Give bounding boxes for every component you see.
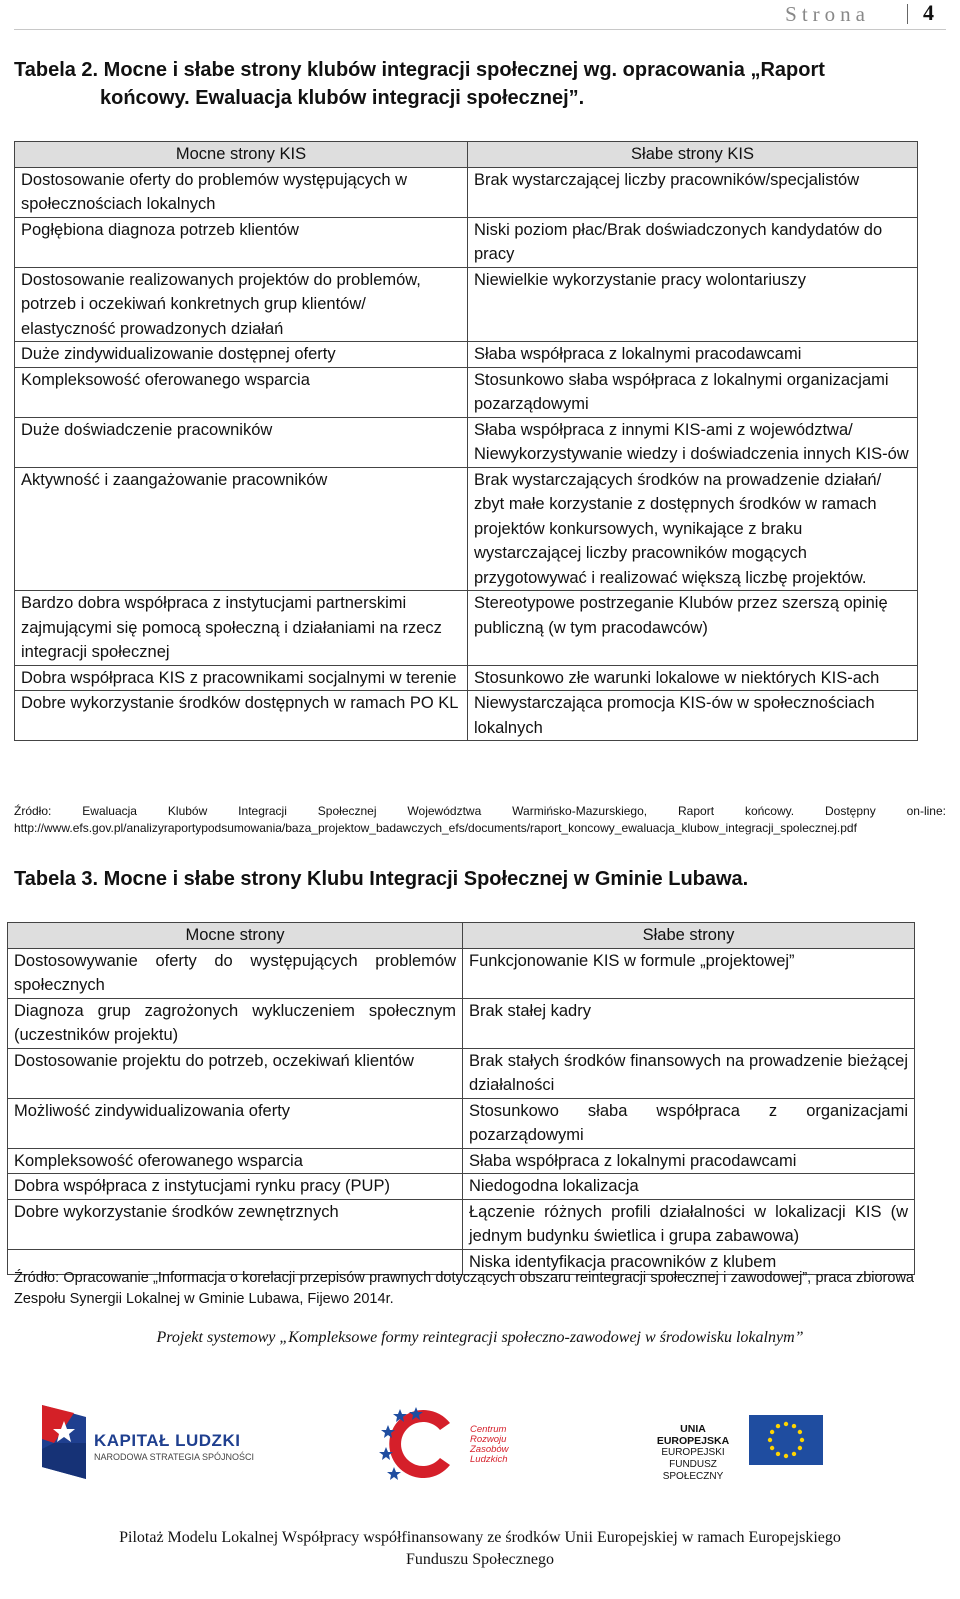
- table-row: [15, 367, 918, 417]
- weakness-cell: Niedogodna lokalizacja: [463, 1174, 915, 1200]
- table2-caption-line1: Tabela 2. Mocne i słabe strony klubów integracji społecznej wg. opracowania „Raport: [14, 59, 825, 81]
- strength-cell: Dobra współpraca z instytucjami rynku pracy (PUP): [8, 1174, 463, 1200]
- table-row: [8, 1098, 915, 1148]
- strength-cell: Dostosowanie oferty do problemów występujących w społecznościach lokalnych: [15, 167, 468, 217]
- strength-cell: Bardzo dobra współpraca z instytucjami partnerskimi zajmującymi się pomocą społeczną i działaniami na rzecz integracji społecznej: [15, 591, 468, 666]
- footer-line1: Pilotaż Modelu Lokalnej Współpracy współfinansowany ze środków Unii Europejskiej w ramach Europejskiego: [119, 1529, 841, 1546]
- weakness-cell: Stosunkowo złe warunki lokalowe w niektórych KIS-ach: [468, 665, 918, 691]
- eu-star-icon: [800, 1438, 804, 1442]
- table-row: [8, 998, 915, 1048]
- table2: [14, 141, 918, 741]
- strength-cell: Dobre wykorzystanie środków zewnętrznych: [8, 1199, 463, 1249]
- crzl-logo: [378, 1403, 538, 1483]
- eu-star-icon: [798, 1430, 802, 1434]
- eu-star-icon: [798, 1446, 802, 1450]
- crzl-text: [470, 1425, 509, 1465]
- table-row: [15, 267, 918, 342]
- table2-caption: [14, 56, 825, 112]
- table-row: [8, 948, 915, 998]
- table-row: [15, 167, 918, 217]
- footer-line2: Funduszu Społecznego: [406, 1551, 554, 1568]
- weakness-cell: Brak stałej kadry: [463, 998, 915, 1048]
- eu-star-icon: [768, 1438, 772, 1442]
- project-note: Projekt systemowy „Kompleksowe formy reintegracji społeczno-zawodowej w środowisku lokalnym”: [156, 1329, 804, 1346]
- weakness-cell: Stosunkowo słaba współpraca z lokalnymi organizacjami pozarządowymi: [468, 367, 918, 417]
- ue-line1: UNIA EUROPEJSKA: [656, 1423, 730, 1447]
- crzl-line1: Centrum: [470, 1424, 507, 1435]
- table3: [7, 922, 915, 1275]
- table-row: [8, 1048, 915, 1098]
- eu-star-icon: [792, 1424, 796, 1428]
- weakness-cell: Brak stałych środków finansowych na prowadzenie bieżącej działalności: [463, 1048, 915, 1098]
- table-row: [15, 217, 918, 267]
- weakness-cell: Niska identyfikacja pracowników z klubem: [463, 1249, 915, 1275]
- strength-cell: Diagnoza grup zagrożonych wykluczeniem społecznym (uczestników projektu): [8, 998, 463, 1048]
- crzl-line3: Zasobów: [470, 1444, 509, 1455]
- eu-star-icon: [776, 1452, 780, 1456]
- table2-source-line2: http://www.efs.gov.pl/analizyraportypodsumowania/baza_projektow_badawczych_efs/documents/raport_koncowy_ewaluacja_klubow_integracji_spolecznej.pdf: [14, 821, 857, 835]
- eu-star-icon: [770, 1446, 774, 1450]
- crzl-line4: Ludzkich: [470, 1454, 508, 1465]
- table3-header-strengths: Mocne strony: [8, 923, 463, 949]
- weakness-cell: Brak wystarczających środków na prowadzenie działań/ zbyt małe korzystanie z dostępnych środków w ramach projektów konkursowych, wynikające z braku wystarczającej liczby pracowników mogących przygotowywać i realizować większą liczbę projektów.: [468, 467, 918, 591]
- table2-header-weaknesses: Słabe strony KIS: [468, 142, 918, 168]
- table3-caption: Tabela 3. Mocne i słabe strony Klubu Integracji Społecznej w Gminie Lubawa.: [14, 868, 749, 890]
- table3-body: [8, 948, 915, 1275]
- strength-cell: Duże zindywidualizowanie dostępnej oferty: [15, 342, 468, 368]
- table2-source-line1: Źródło: Ewaluacja Klubów Integracji Społecznej Województwa Warmińsko-Mazurskiego, Raport końcowy. Dostępny on-line:: [14, 804, 946, 818]
- weakness-cell: Niski poziom płac/Brak doświadczonych kandydatów do pracy: [468, 217, 918, 267]
- strength-cell: Dobre wykorzystanie środków dostępnych w ramach PO KL: [15, 691, 468, 741]
- kapital-ludzki-title: KAPITAŁ LUDZKI: [94, 1431, 241, 1450]
- eu-star-icon: [776, 1424, 780, 1428]
- weakness-cell: Funkcjonowanie KIS w formule „projektowej”: [463, 948, 915, 998]
- crzl-line2: Rozwoju: [470, 1434, 507, 1445]
- weakness-cell: Słaba współpraca z innymi KIS-ami z województwa/ Niewykorzystywanie wiedzy i doświadczenia innych KIS-ów: [468, 417, 918, 467]
- ue-text: [643, 1423, 743, 1483]
- weakness-cell: Słaba współpraca z lokalnymi pracodawcami: [463, 1148, 915, 1174]
- weakness-cell: Niewielkie wykorzystanie pracy wolontariuszy: [468, 267, 918, 342]
- table2-caption-line2: końcowy. Ewaluacja klubów integracji społecznej”.: [100, 87, 585, 109]
- strength-cell: Kompleksowość oferowanego wsparcia: [8, 1148, 463, 1174]
- weakness-cell: Słaba współpraca z lokalnymi pracodawcami: [468, 342, 918, 368]
- strength-cell: Możliwość zindywidualizowania oferty: [8, 1098, 463, 1148]
- weakness-cell: Niewystarczająca promocja KIS-ów w społecznościach lokalnych: [468, 691, 918, 741]
- weakness-cell: Stosunkowo słaba współpraca z organizacjami pozarządowymi: [463, 1098, 915, 1148]
- kapital-ludzki-emblem-icon: [34, 1403, 94, 1481]
- kapital-ludzki-logo: [34, 1403, 264, 1483]
- weakness-cell: Stereotypowe postrzeganie Klubów przez szerszą opinię publiczną (w tym pracodawców): [468, 591, 918, 666]
- weakness-cell: Brak wystarczającej liczby pracowników/specjalistów: [468, 167, 918, 217]
- eu-star-icon: [792, 1452, 796, 1456]
- eu-star-icon: [770, 1430, 774, 1434]
- table2-source: [14, 803, 946, 837]
- logos-bar: [0, 1395, 960, 1495]
- table2-header-strengths: Mocne strony KIS: [15, 142, 468, 168]
- ue-line3: FUNDUSZ SPOŁECZNY: [662, 1459, 724, 1482]
- strength-cell: Dobra współpraca KIS z pracownikami socjalnymi w terenie: [15, 665, 468, 691]
- table-row: [15, 342, 918, 368]
- table-row: [15, 467, 918, 591]
- page-number: 4: [923, 0, 934, 25]
- weakness-cell: Łączenie różnych profili działalności w lokalizacji KIS (w jednym budynku świetlica i grupa zabawowa): [463, 1199, 915, 1249]
- strength-cell: Pogłębiona diagnoza potrzeb klientów: [15, 217, 468, 267]
- ue-logo: [643, 1415, 833, 1482]
- table-row: [8, 1199, 915, 1249]
- table-row: [15, 691, 918, 741]
- strength-cell: Dostosowanie projektu do potrzeb, oczekiwań klientów: [8, 1048, 463, 1098]
- page-header: [0, 0, 960, 30]
- eu-flag-icon: [749, 1415, 823, 1465]
- table-row: [15, 417, 918, 467]
- table3-header-row: [8, 923, 915, 949]
- table3-source: Źródło: Opracowanie „Informacja o korelacji przepisów prawnych dotyczących obszaru reintegracji społecznej i zawodowej”, praca zbiorowa Zespołu Synergii Lokalnej w Gminie Lubawa, Fijewo 2014r.: [14, 1270, 914, 1307]
- table-row: [8, 1174, 915, 1200]
- kapital-ludzki-subtitle: NARODOWA STRATEGIA SPÓJNOŚCI: [94, 1452, 255, 1462]
- eu-star-icon: [784, 1422, 788, 1426]
- table-row: [8, 1148, 915, 1174]
- ue-line2: EUROPEJSKI: [661, 1447, 725, 1458]
- table3-header-weaknesses: Słabe strony: [463, 923, 915, 949]
- page-header-separator: [907, 4, 908, 24]
- strength-cell: Dostosowywanie oferty do występujących problemów społecznych: [8, 948, 463, 998]
- page-footer: [40, 1527, 920, 1571]
- table-row: [15, 591, 918, 666]
- table2-body: [15, 167, 918, 741]
- eu-star-icon: [784, 1454, 788, 1458]
- table2-header-row: [15, 142, 918, 168]
- strength-cell: Kompleksowość oferowanego wsparcia: [15, 367, 468, 417]
- crzl-emblem-icon: [378, 1403, 478, 1485]
- table-row: [15, 665, 918, 691]
- page-label: Strona: [785, 2, 870, 26]
- strength-cell: Dostosowanie realizowanych projektów do problemów, potrzeb i oczekiwań konkretnych grup klientów/ elastyczność prowadzonych działań: [15, 267, 468, 342]
- strength-cell: Duże doświadczenie pracowników: [15, 417, 468, 467]
- page-header-rule: [14, 29, 946, 30]
- strength-cell: Aktywność i zaangażowanie pracowników: [15, 467, 468, 591]
